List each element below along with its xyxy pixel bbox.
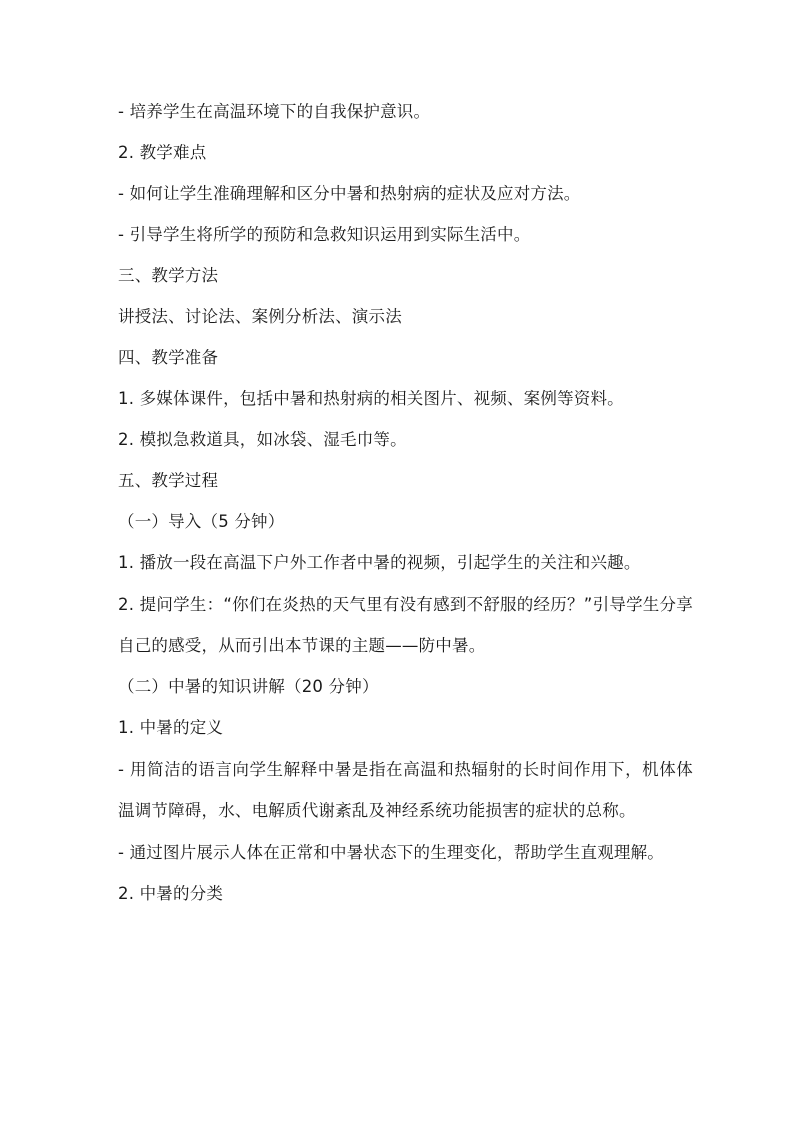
- section-heading: 2. 教学难点: [118, 143, 207, 162]
- section-heading: 三、教学方法: [118, 266, 219, 285]
- text-line: 1. 播放一段在高温下户外工作者中暑的视频，引起学生的关注和兴趣。: [118, 553, 641, 572]
- paragraph: - 通过图片展示人体在正常和中暑状态下的生理变化，帮助学生直观理解。: [118, 843, 664, 862]
- text-line: - 如何让学生准确理解和区分中暑和热射病的症状及应对方法。: [118, 184, 581, 203]
- text-line: - 培养学生在高温环境下的自我保护意识。: [118, 102, 431, 121]
- subsection-heading: （一）导入（5 分钟）: [118, 512, 285, 531]
- text-line: 讲授法、讨论法、案例分析法、演示法: [118, 307, 402, 326]
- section-heading: 四、教学准备: [118, 348, 219, 367]
- text-line: 1. 中暑的定义: [118, 718, 224, 737]
- document-body: [118, 102, 693, 925]
- text-line: 1. 多媒体课件，包括中暑和热射病的相关图片、视频、案例等资料。: [118, 389, 624, 408]
- text-line: - 引导学生将所学的预防和急救知识运用到实际生活中。: [118, 225, 531, 244]
- text-line: 2. 模拟急救道具，如冰袋、湿毛巾等。: [118, 430, 407, 449]
- paragraph: - 用简洁的语言向学生解释中暑是指在高温和热辐射的长时间作用下，机体体温调节障碍，水、电解质代谢紊乱及神经系统功能损害的症状的总称。: [118, 760, 693, 820]
- subsection-heading: （二）中暑的知识讲解（20 分钟）: [118, 677, 379, 696]
- section-heading: 五、教学过程: [118, 471, 219, 490]
- paragraph: 2. 提问学生：“你们在炎热的天气里有没有感到不舒服的经历？”引导学生分享自己的感受，从而引出本节课的主题——防中暑。: [118, 595, 693, 655]
- text-line: 2. 中暑的分类: [118, 884, 224, 903]
